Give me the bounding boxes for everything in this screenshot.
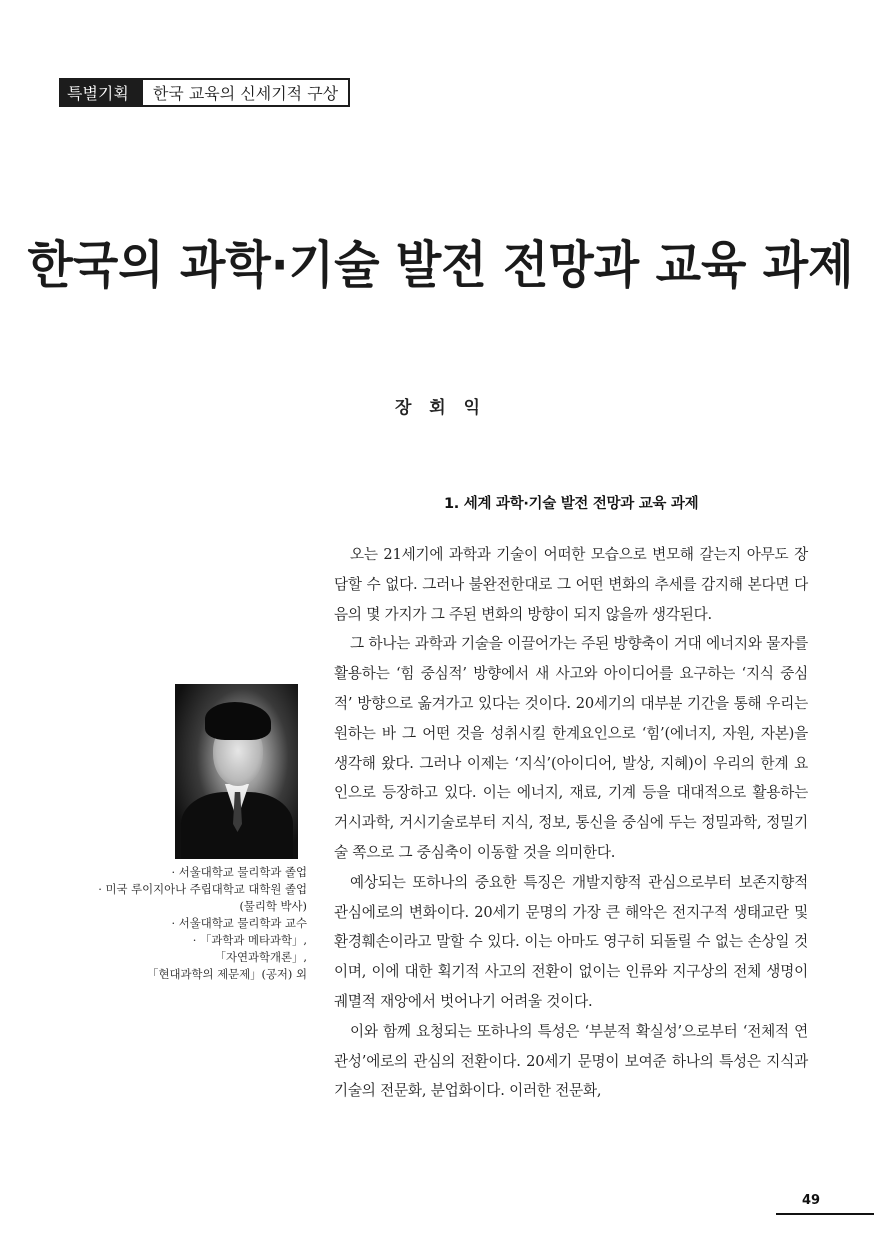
series-tag: 특별기획 (59, 78, 137, 107)
author-profile (98, 864, 307, 983)
body-paragraph: 그 하나는 과학과 기술을 이끌어가는 주된 방향축이 거대 에너지와 물자를 활용하는 ‘힘 중심적’ 방향에서 새 사고와 아이디어를 요구하는 ‘지식 중심적’ 방향으로 옮겨가고 있다는 것이다. 20세기의 대부분 기간을 통해 우리는 원하는 바 그 어떤 것을 성취시킬 한계요인으로 ‘힘’(에너지, 자원, 자본)을 생각해 왔다. 그러나 이제는 ‘지식’(아이디어, 발상, 지혜)이 우리의 한계 요인으로 등장하고 있다. 이는 에너지, 재료, 기계 등을 대대적으로 활용하는 거시과학, 거시기술로부터 지식, 정보, 통신을 중심에 두는 정밀과학, 정밀기술 쪽으로 그 중심축이 이동할 것을 의미한다. (334, 635, 808, 861)
author-portrait (175, 684, 298, 859)
body-paragraph: 오는 21세기에 과학과 기술이 어떠한 모습으로 변모해 갈는지 아무도 장담할 수 없다. 그러나 불완전한대로 그 어떤 변화의 추세를 감지해 본다면 다음의 몇 가지가 그 주된 변화의 방향이 되지 않을까 생각된다. (334, 546, 808, 623)
profile-line: · 서울대학교 물리학과 졸업 (171, 865, 307, 879)
body-paragraph: 이와 함께 요청되는 또하나의 특성은 ‘부분적 확실성’으로부터 ‘전체적 연관성’에로의 관심의 전환이다. 20세기 문명이 보여준 하나의 특성은 지식과 기술의 전문화, 분업화이다. 이러한 전문화, (334, 1022, 808, 1100)
profile-line: 「현대과학의 제문제」(공저) 외 (147, 967, 307, 981)
profile-line: (물리학 박사) (239, 899, 307, 913)
profile-line: · 서울대학교 물리학과 교수 (171, 916, 307, 930)
body-paragraph: 예상되는 또하나의 중요한 특징은 개발지향적 관심으로부터 보존지향적 관심에로의 변화이다. 20세기 문명의 가장 큰 해악은 전지구적 생태교란 및 환경훼손이라고 말할 수 있다. 이는 아마도 영구히 되돌릴 수 없는 손상일 것이며, 이에 대한 획기적 사고의 전환이 없이는 인류와 지구상의 전체 생명이 궤멸적 재앙에서 벗어나기 어려울 것이다. (334, 873, 808, 1010)
section-heading: 1. 세계 과학·기술 발전 전망과 교육 과제 (444, 496, 699, 512)
page-number-rule (776, 1213, 874, 1215)
page-number: 49 (802, 1193, 821, 1208)
series-banner (59, 78, 350, 107)
portrait-hair (205, 702, 271, 740)
author-name: 장 회 익 (394, 398, 487, 418)
profile-line: · 미국 루이지아나 주립대학교 대학원 졸업 (98, 882, 307, 896)
profile-line: · 「과학과 메타과학」, (192, 933, 307, 947)
article-body (334, 540, 808, 1106)
series-title: 한국 교육의 신세기적 구상 (137, 78, 350, 107)
article-title: 한국의 과학·기술 발전 전망과 교육 과제 (27, 236, 854, 296)
profile-line: 「자연과학개론」, (214, 950, 307, 964)
